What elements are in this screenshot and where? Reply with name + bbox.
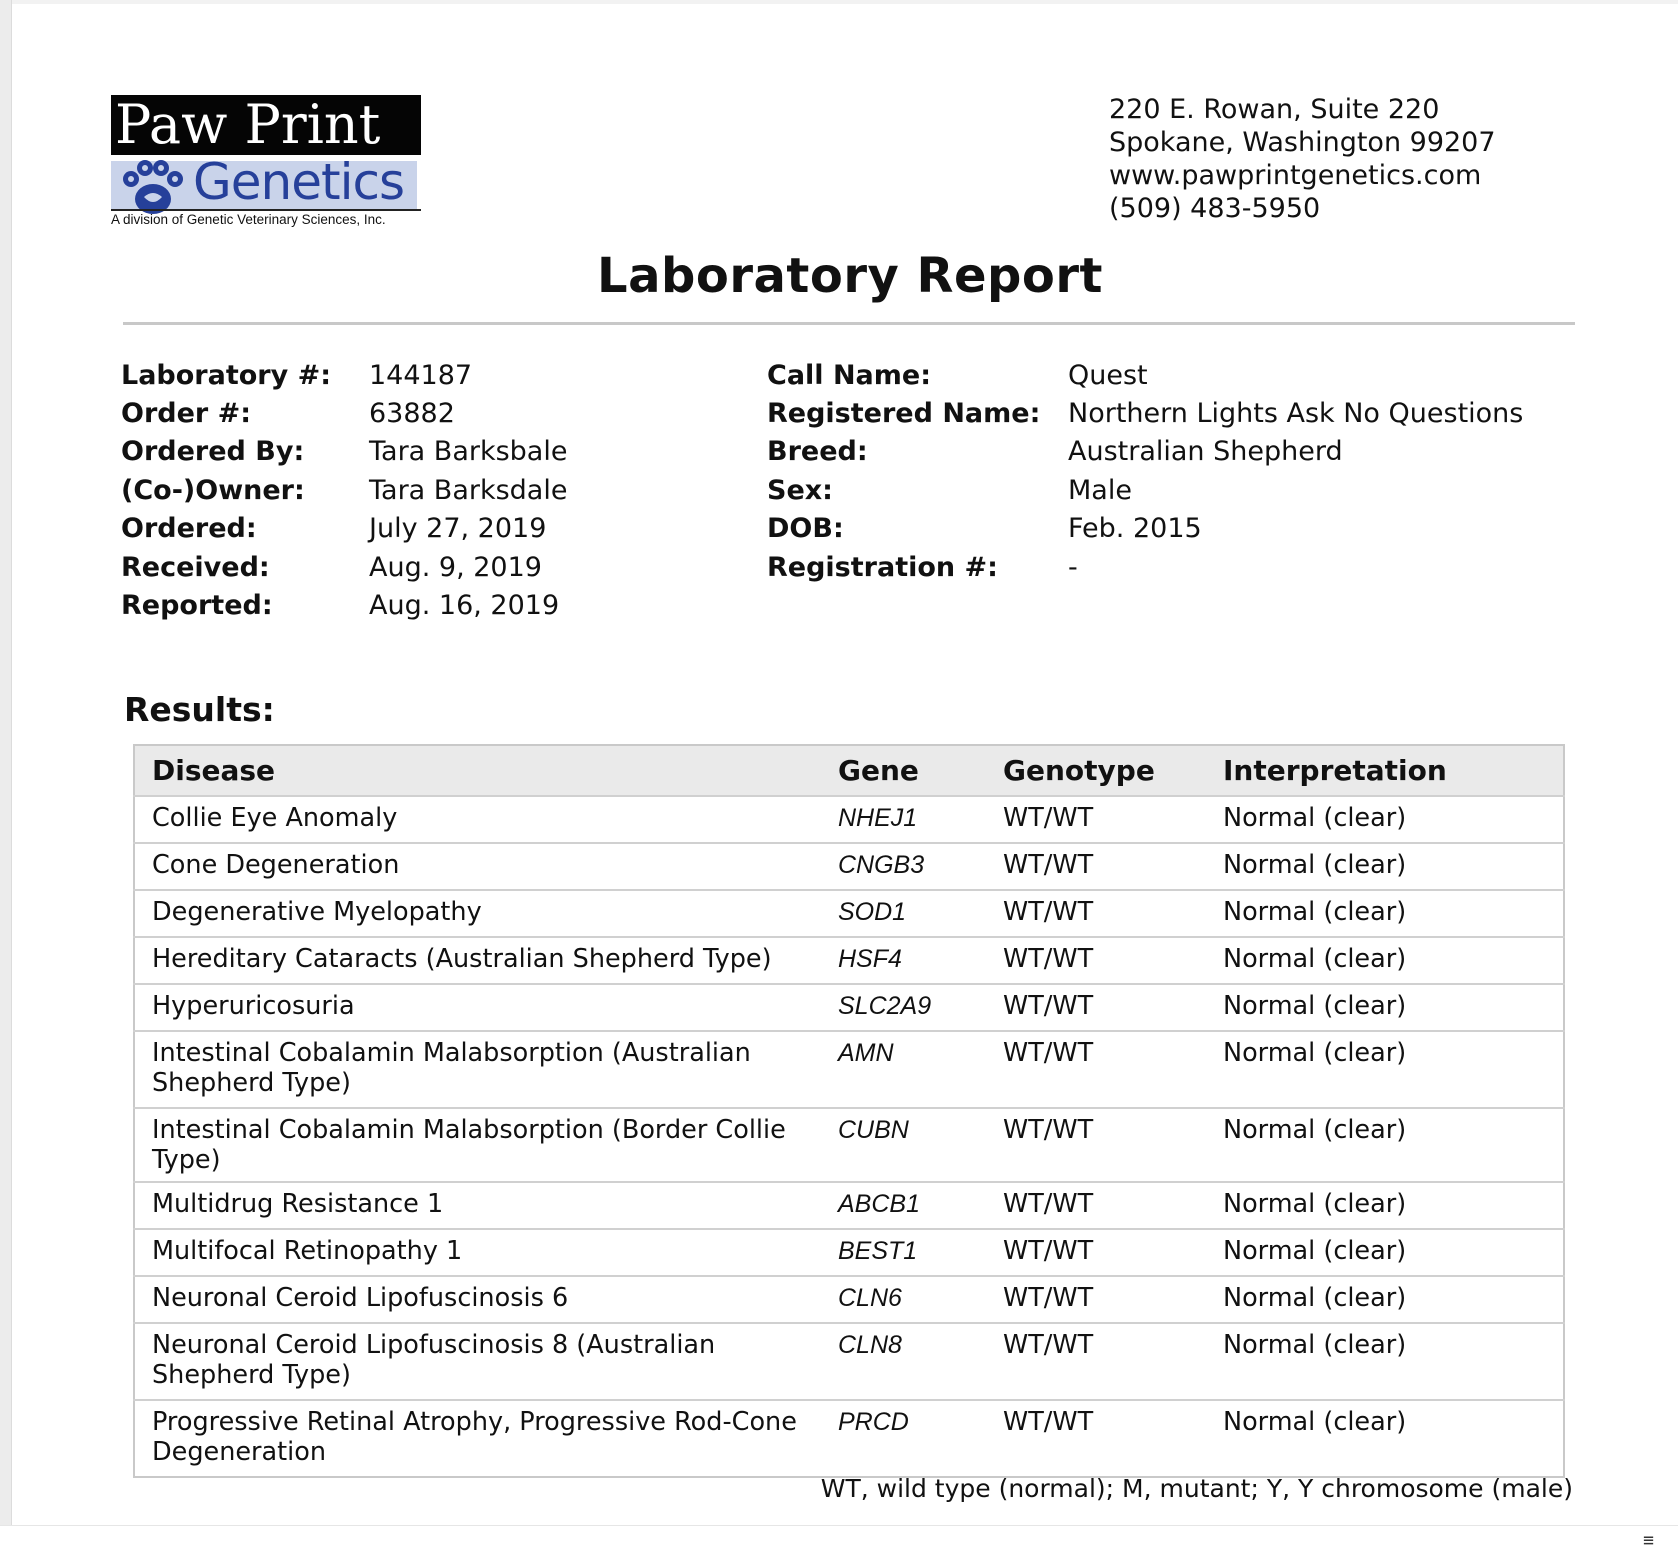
info-value: Northern Lights Ask No Questions	[1068, 398, 1524, 430]
cell-disease: Neuronal Ceroid Lipofuscinosis 8 (Australian Shepherd Type)	[152, 1330, 716, 1390]
column-header-disease: Disease	[152, 754, 276, 787]
cell-interpretation: Normal (clear)	[1223, 944, 1407, 974]
info-value: July 27, 2019	[369, 513, 547, 545]
logo-wordmark-genetics: Genetics	[193, 153, 404, 211]
info-label: Received:	[121, 551, 270, 583]
cell-genotype: WT/WT	[1003, 1407, 1094, 1437]
cell-genotype: WT/WT	[1003, 1115, 1094, 1145]
cell-gene: AMN	[838, 1039, 894, 1067]
results-heading: Results:	[124, 690, 275, 729]
info-row-received	[121, 548, 567, 586]
info-row-order-number	[121, 394, 567, 432]
table-row	[134, 984, 1564, 1031]
cell-gene: ABCB1	[838, 1190, 920, 1218]
cell-genotype: WT/WT	[1003, 850, 1094, 880]
cell-interpretation: Normal (clear)	[1223, 850, 1407, 880]
info-row-breed	[767, 433, 1523, 471]
cell-interpretation: Normal (clear)	[1223, 1407, 1407, 1437]
address-street: 220 E. Rowan, Suite 220	[1109, 94, 1440, 125]
lab-address	[1109, 93, 1496, 225]
info-row-ordered	[121, 510, 567, 548]
info-value: Aug. 16, 2019	[369, 590, 560, 622]
cell-gene: CLN6	[838, 1284, 902, 1312]
info-value: Tara Barksbale	[369, 436, 568, 468]
info-row-call-name	[767, 356, 1523, 394]
table-row	[134, 1276, 1564, 1323]
cell-genotype: WT/WT	[1003, 1189, 1094, 1219]
column-header-genotype: Genotype	[1003, 754, 1155, 787]
info-row-laboratory-number	[121, 356, 567, 394]
order-info	[121, 356, 567, 625]
cell-disease: Intestinal Cobalamin Malabsorption (Australian Shepherd Type)	[152, 1038, 751, 1098]
cell-gene: CLN8	[838, 1331, 902, 1359]
cell-gene: SLC2A9	[838, 992, 932, 1020]
cell-genotype: WT/WT	[1003, 803, 1094, 833]
cell-genotype: WT/WT	[1003, 991, 1094, 1021]
info-label: Order #:	[121, 398, 252, 430]
cell-disease: Collie Eye Anomaly	[152, 803, 398, 833]
viewer-left-edge	[0, 0, 12, 1525]
info-row-registration-number	[767, 548, 1523, 586]
info-label: (Co-)Owner:	[121, 474, 305, 506]
info-value: Quest	[1068, 359, 1148, 391]
table-row	[134, 1108, 1564, 1182]
info-value: Male	[1068, 474, 1132, 506]
genotype-legend: WT, wild type (normal); M, mutant; Y, Y chromosome (male)	[820, 1474, 1573, 1503]
cell-interpretation: Normal (clear)	[1223, 1115, 1407, 1145]
logo-tagline: A division of Genetic Veterinary Sciences, Inc.	[111, 209, 421, 227]
title-divider	[123, 322, 1575, 325]
cell-genotype: WT/WT	[1003, 1283, 1094, 1313]
cell-gene: CUBN	[838, 1116, 909, 1144]
column-header-interpretation: Interpretation	[1223, 754, 1447, 787]
info-value: Aug. 9, 2019	[369, 551, 542, 583]
table-row	[134, 1229, 1564, 1276]
cell-genotype: WT/WT	[1003, 897, 1094, 927]
cell-gene: HSF4	[838, 945, 902, 973]
table-header-row	[134, 745, 1564, 796]
address-phone: (509) 483-5950	[1109, 193, 1321, 224]
address-city: Spokane, Washington 99207	[1109, 127, 1496, 158]
info-row-dob	[767, 510, 1523, 548]
column-header-gene: Gene	[838, 754, 919, 787]
cell-disease: Multidrug Resistance 1	[152, 1189, 444, 1219]
viewer-bottom-bar	[0, 1525, 1678, 1549]
table-row	[134, 1323, 1564, 1400]
info-value: 144187	[369, 359, 473, 391]
company-logo	[111, 95, 421, 229]
info-row-reported	[121, 586, 567, 624]
cell-interpretation: Normal (clear)	[1223, 803, 1407, 833]
cell-interpretation: Normal (clear)	[1223, 1038, 1407, 1068]
cell-genotype: WT/WT	[1003, 1236, 1094, 1266]
cell-disease: Hyperuricosuria	[152, 991, 355, 1021]
info-label: Ordered:	[121, 513, 257, 545]
table-row	[134, 1400, 1564, 1477]
cell-gene: PRCD	[838, 1408, 909, 1436]
info-label: Registered Name:	[767, 398, 1041, 430]
cell-interpretation: Normal (clear)	[1223, 1189, 1407, 1219]
cell-genotype: WT/WT	[1003, 944, 1094, 974]
cell-gene: CNGB3	[838, 851, 925, 879]
info-row-ordered-by	[121, 433, 567, 471]
cell-disease: Neuronal Ceroid Lipofuscinosis 6	[152, 1283, 569, 1313]
address-website[interactable]: www.pawprintgenetics.com	[1109, 160, 1482, 191]
cell-interpretation: Normal (clear)	[1223, 1330, 1407, 1360]
table-row	[134, 937, 1564, 984]
info-value: Tara Barksdale	[369, 474, 568, 506]
cell-gene: NHEJ1	[838, 804, 918, 832]
cell-genotype: WT/WT	[1003, 1038, 1094, 1068]
cell-disease: Progressive Retinal Atrophy, Progressive Rod-Cone Degeneration	[152, 1407, 797, 1467]
cell-interpretation: Normal (clear)	[1223, 991, 1407, 1021]
info-value: 63882	[369, 398, 455, 430]
cell-disease: Cone Degeneration	[152, 850, 400, 880]
info-row-co-owner	[121, 471, 567, 509]
info-label: DOB:	[767, 513, 844, 545]
cell-disease: Intestinal Cobalamin Malabsorption (Border Collie Type)	[152, 1115, 786, 1175]
cell-disease: Degenerative Myelopathy	[152, 897, 482, 927]
dog-info	[767, 356, 1523, 586]
table-row	[134, 1031, 1564, 1108]
info-label: Registration #:	[767, 551, 998, 583]
info-value: Australian Shepherd	[1068, 436, 1343, 468]
cell-genotype: WT/WT	[1003, 1330, 1094, 1360]
cell-interpretation: Normal (clear)	[1223, 1283, 1407, 1313]
table-row	[134, 890, 1564, 937]
info-label: Sex:	[767, 474, 833, 506]
menu-icon[interactable]: ≡	[1643, 1530, 1654, 1551]
report-title: Laboratory Report	[597, 248, 1103, 304]
cell-disease: Hereditary Cataracts (Australian Shepherd Type)	[152, 944, 772, 974]
info-value: -	[1068, 551, 1078, 583]
table-row	[134, 843, 1564, 890]
info-row-sex	[767, 471, 1523, 509]
info-label: Laboratory #:	[121, 359, 332, 391]
viewer-top-edge	[0, 0, 1678, 4]
cell-gene: BEST1	[838, 1237, 918, 1265]
logo-wordmark-paw-print: Paw Print	[111, 95, 421, 155]
table-row	[134, 1182, 1564, 1229]
cell-gene: SOD1	[838, 898, 907, 926]
info-row-registered-name	[767, 394, 1523, 432]
results-table	[133, 744, 1565, 1478]
info-label: Ordered By:	[121, 436, 305, 468]
info-label: Call Name:	[767, 359, 932, 391]
cell-interpretation: Normal (clear)	[1223, 897, 1407, 927]
info-value: Feb. 2015	[1068, 513, 1202, 545]
info-label: Reported:	[121, 590, 273, 622]
table-row	[134, 796, 1564, 843]
info-label: Breed:	[767, 436, 868, 468]
cell-disease: Multifocal Retinopathy 1	[152, 1236, 463, 1266]
cell-interpretation: Normal (clear)	[1223, 1236, 1407, 1266]
